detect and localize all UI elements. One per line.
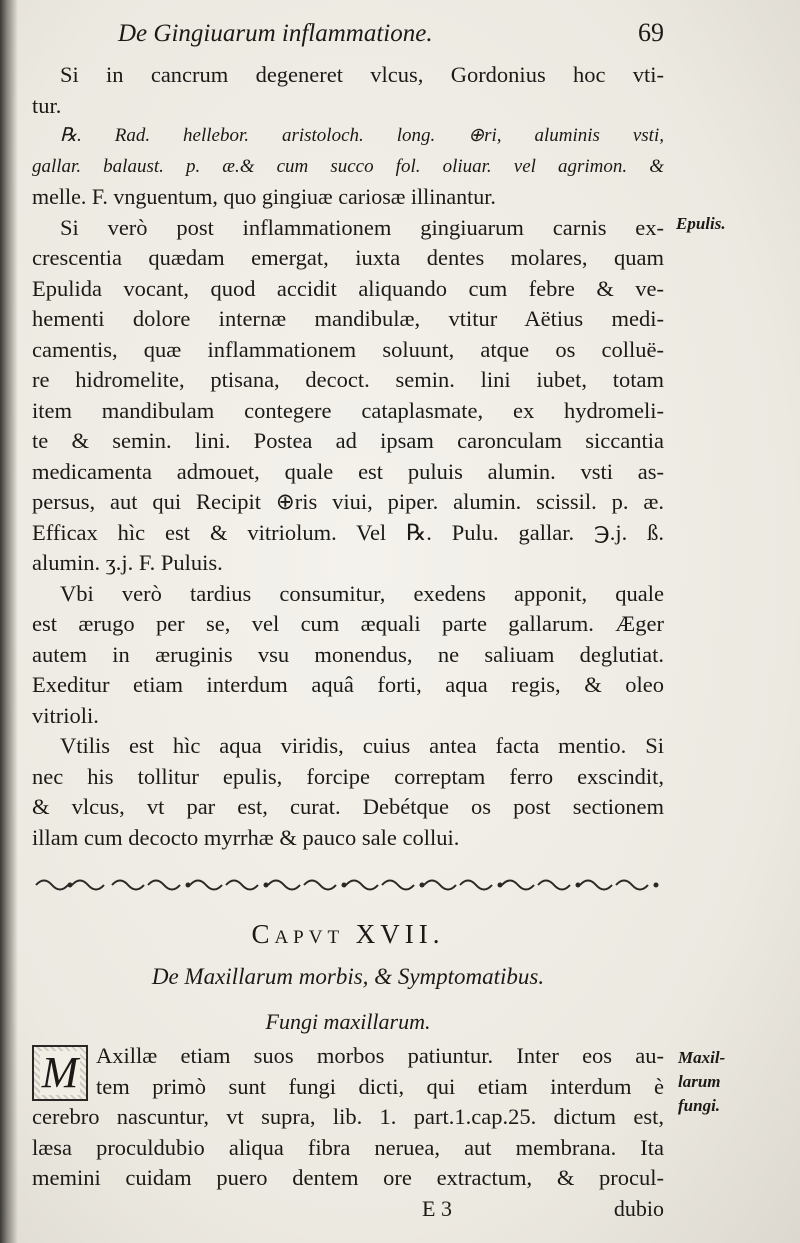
chapter-number: Capvt XVII. (251, 919, 445, 949)
text-line: Si verò post inflammationem gingiuarum carnis ex- (60, 214, 664, 240)
text-line: Efficax hìc est & vitriolum. Vel ℞. Pulu. gallar. ℈.j. ß. (32, 519, 664, 545)
text-line: Vtilis est hìc aqua viridis, cuius antea facta mentio. Si (60, 733, 664, 758)
signature-mark: E 3 (422, 1195, 452, 1221)
chapter-title: De Maxillarum morbis, & Symptomatibus. (151, 964, 545, 989)
text-line: autem in æruginis vsu monendus, ne saliuam deglutiat. (32, 641, 664, 667)
recipe-block (32, 121, 664, 213)
text-line: hementi dolore internæ mandibulæ, vtitur Aëtius medi- (32, 306, 664, 331)
running-head (32, 18, 664, 60)
text-line: memini cuidam puero dentem ore extractum, & procul- (32, 1165, 664, 1190)
paragraph-1 (32, 60, 664, 121)
sidenote-line: Maxil- (678, 1048, 726, 1067)
text-line: te & semin. lini. Postea ad ipsam caronculam siccantia (32, 428, 664, 453)
text-line: medicamenta admouet, quale est puluis alumin. vsti as- (32, 458, 664, 484)
text-line: camentis, quæ inflammationem soluunt, atque os colluë- (32, 336, 664, 362)
ornament-icon (32, 874, 664, 896)
ornament-rule (32, 863, 664, 907)
page-footer (32, 1194, 664, 1224)
text-line: persus, aut qui Recipit ⊕ris viui, piper. alumin. scissil. p. æ. (32, 489, 664, 514)
text-line: vitrioli. (32, 702, 99, 728)
text-line: est ærugo per se, vel cum æquali parte gallarum. Æger (32, 611, 664, 636)
text-line: alumin. ʒ.j. F. Puluis. (32, 550, 223, 575)
text-line: crescentia quædam emergat, iuxta dentes molares, quam (32, 245, 664, 270)
text-line: re hidromelite, ptisana, decoct. semin. lini iubet, totam (32, 367, 664, 392)
sidenote-maxillarum-fungi (678, 1046, 725, 1118)
sidenote-line: larum (678, 1072, 721, 1091)
text-line: tem primò sunt fungi dicti, qui etiam interdum è (96, 1073, 664, 1099)
text-block (32, 18, 664, 1224)
sidenote-epulis: Epulis. (676, 214, 726, 233)
section-title: Fungi maxillarum. (265, 1009, 431, 1034)
text-line: Vbi verò tardius consumitur, exedens apponit, quale (60, 580, 664, 606)
paragraph-5 (32, 1041, 664, 1194)
text-line: cerebro nascuntur, vt supra, lib. 1. part.1.cap.25. dictum est, (32, 1104, 664, 1129)
text-line: nec his tollitur epulis, forcipe correptam ferro exscindit, (32, 763, 664, 789)
gutter-shadow (0, 0, 18, 1243)
page-number: 69 (638, 18, 664, 47)
text-line: Exeditur etiam interdum aquâ forti, aqua regis, & oleo (32, 672, 664, 697)
sidenote-line: fungi. (678, 1096, 721, 1115)
paragraph-4 (32, 731, 664, 853)
drop-cap-letter: M (41, 1048, 79, 1097)
running-head-title: De Gingiuarum inflammatione. (118, 20, 433, 47)
catchword: dubio (613, 1195, 664, 1221)
text-line: Si in cancrum degeneret vlcus, Gordonius hoc vti- (60, 62, 664, 87)
text-line: & vlcus, vt par est, curat. Debétque os post sectionem (32, 794, 664, 819)
text-line: gallar. balaust. p. æ.& cum succo fol. oliuar. vel agrimon. & (32, 155, 664, 177)
paragraph-3 (32, 579, 664, 732)
text-line: Axillæ etiam suos morbos patiuntur. Inter eos au- (96, 1043, 664, 1068)
text-line: ℞. Rad. hellebor. aristoloch. long. ⊕ri, aluminis vsti, (60, 125, 664, 146)
text-line: Epulida vocant, quod accidit aliquando cum febre & ve- (32, 275, 664, 301)
drop-cap (32, 1045, 88, 1101)
text-line: tur. (32, 92, 62, 118)
text-line: læsa proculdubio aliqua fibra neruea, aut membrana. Ita (32, 1134, 664, 1160)
text-line: melle. F. vnguentum, quo gingiuæ cariosæ illinantur. (32, 184, 496, 209)
paragraph-2 (32, 213, 664, 579)
text-line: illam cum decocto myrrhæ & pauco sale collui. (32, 824, 460, 850)
text-line: item mandibulam contegere cataplasmate, ex hydromeli- (32, 397, 664, 423)
